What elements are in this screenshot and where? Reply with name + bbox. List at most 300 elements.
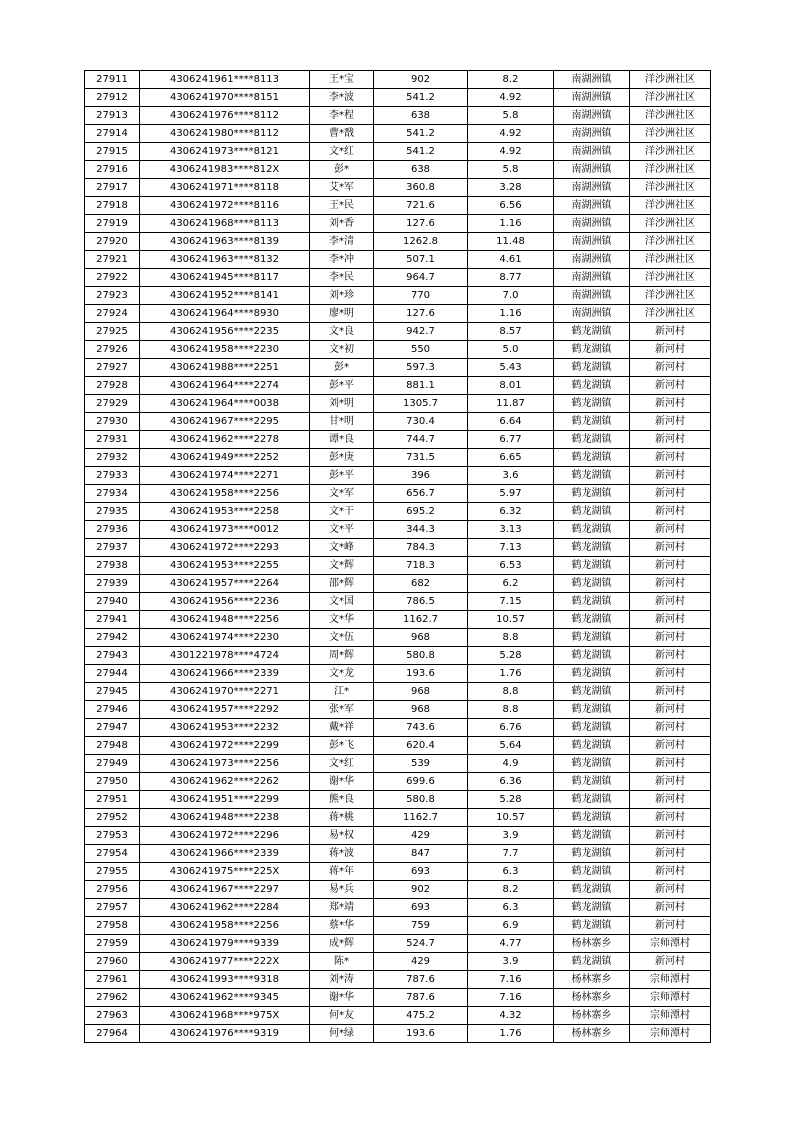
cell-name: 成*辉 [310, 935, 374, 953]
cell-row-no: 27930 [85, 413, 140, 431]
cell-name: 文*伍 [310, 629, 374, 647]
cell-amount: 127.6 [374, 215, 468, 233]
cell-rate: 3.6 [468, 467, 554, 485]
cell-name: 文*初 [310, 341, 374, 359]
table-row [85, 485, 711, 503]
cell-amount: 580.8 [374, 791, 468, 809]
cell-town: 南湖洲镇 [554, 71, 630, 89]
cell-id-number: 4306241952****8141 [140, 287, 310, 305]
cell-town: 鹤龙湖镇 [554, 395, 630, 413]
cell-rate: 4.92 [468, 89, 554, 107]
cell-name: 陈* [310, 953, 374, 971]
cell-village: 新河村 [630, 359, 711, 377]
cell-town: 鹤龙湖镇 [554, 503, 630, 521]
cell-id-number: 4306241968****8113 [140, 215, 310, 233]
table-row [85, 683, 711, 701]
cell-amount: 597.3 [374, 359, 468, 377]
cell-row-no: 27950 [85, 773, 140, 791]
cell-row-no: 27933 [85, 467, 140, 485]
cell-village: 新河村 [630, 791, 711, 809]
cell-id-number: 4306241962****2278 [140, 431, 310, 449]
cell-name: 文*军 [310, 485, 374, 503]
cell-rate: 1.76 [468, 665, 554, 683]
cell-amount: 770 [374, 287, 468, 305]
cell-name: 彭*飞 [310, 737, 374, 755]
table-row [85, 521, 711, 539]
cell-amount: 1262.8 [374, 233, 468, 251]
cell-rate: 7.16 [468, 989, 554, 1007]
cell-village: 新河村 [630, 431, 711, 449]
cell-amount: 507.1 [374, 251, 468, 269]
cell-rate: 4.32 [468, 1007, 554, 1025]
cell-rate: 5.97 [468, 485, 554, 503]
cell-rate: 6.56 [468, 197, 554, 215]
cell-town: 鹤龙湖镇 [554, 881, 630, 899]
table-row [85, 575, 711, 593]
cell-id-number: 4306241993****9318 [140, 971, 310, 989]
table-row [85, 269, 711, 287]
cell-town: 南湖洲镇 [554, 251, 630, 269]
cell-row-no: 27949 [85, 755, 140, 773]
table-row [85, 251, 711, 269]
cell-town: 杨林寨乡 [554, 989, 630, 1007]
cell-row-no: 27926 [85, 341, 140, 359]
cell-town: 鹤龙湖镇 [554, 827, 630, 845]
cell-town: 南湖洲镇 [554, 125, 630, 143]
cell-town: 杨林寨乡 [554, 1007, 630, 1025]
cell-id-number: 4306241973****2256 [140, 755, 310, 773]
table-row [85, 1007, 711, 1025]
cell-rate: 1.76 [468, 1025, 554, 1043]
cell-village: 宗师潭村 [630, 989, 711, 1007]
cell-village: 洋沙洲社区 [630, 233, 711, 251]
cell-town: 鹤龙湖镇 [554, 701, 630, 719]
table-row [85, 1025, 711, 1043]
cell-village: 宗师潭村 [630, 1007, 711, 1025]
cell-village: 新河村 [630, 701, 711, 719]
cell-town: 鹤龙湖镇 [554, 575, 630, 593]
cell-name: 曹*戬 [310, 125, 374, 143]
cell-name: 文*红 [310, 143, 374, 161]
cell-row-no: 27913 [85, 107, 140, 125]
cell-town: 南湖洲镇 [554, 305, 630, 323]
cell-rate: 8.8 [468, 701, 554, 719]
cell-row-no: 27959 [85, 935, 140, 953]
cell-name: 刘*涛 [310, 971, 374, 989]
cell-id-number: 4306241974****2271 [140, 467, 310, 485]
cell-rate: 8.8 [468, 629, 554, 647]
cell-amount: 743.6 [374, 719, 468, 737]
cell-town: 杨林寨乡 [554, 1025, 630, 1043]
cell-id-number: 4306241966****2339 [140, 845, 310, 863]
cell-town: 鹤龙湖镇 [554, 341, 630, 359]
cell-amount: 693 [374, 863, 468, 881]
cell-amount: 1162.7 [374, 611, 468, 629]
table-row [85, 341, 711, 359]
cell-town: 鹤龙湖镇 [554, 899, 630, 917]
cell-rate: 6.53 [468, 557, 554, 575]
cell-row-no: 27948 [85, 737, 140, 755]
cell-rate: 6.2 [468, 575, 554, 593]
cell-rate: 6.9 [468, 917, 554, 935]
cell-rate: 6.65 [468, 449, 554, 467]
cell-name: 文*辉 [310, 557, 374, 575]
cell-village: 新河村 [630, 629, 711, 647]
table-row [85, 845, 711, 863]
table-row [85, 881, 711, 899]
cell-id-number: 4306241972****8116 [140, 197, 310, 215]
cell-amount: 396 [374, 467, 468, 485]
cell-amount: 541.2 [374, 143, 468, 161]
cell-row-no: 27953 [85, 827, 140, 845]
cell-row-no: 27914 [85, 125, 140, 143]
cell-town: 杨林寨乡 [554, 935, 630, 953]
cell-id-number: 4306241957****2292 [140, 701, 310, 719]
cell-rate: 7.7 [468, 845, 554, 863]
cell-town: 南湖洲镇 [554, 107, 630, 125]
cell-amount: 193.6 [374, 1025, 468, 1043]
cell-id-number: 4306241977****222X [140, 953, 310, 971]
cell-name: 江* [310, 683, 374, 701]
table-row [85, 215, 711, 233]
cell-town: 鹤龙湖镇 [554, 683, 630, 701]
cell-amount: 964.7 [374, 269, 468, 287]
cell-row-no: 27936 [85, 521, 140, 539]
cell-village: 新河村 [630, 449, 711, 467]
cell-id-number: 4306241958****2256 [140, 917, 310, 935]
cell-village: 新河村 [630, 809, 711, 827]
table-row [85, 125, 711, 143]
cell-name: 彭* [310, 359, 374, 377]
cell-id-number: 4306241949****2252 [140, 449, 310, 467]
cell-town: 南湖洲镇 [554, 197, 630, 215]
cell-amount: 721.6 [374, 197, 468, 215]
cell-village: 宗师潭村 [630, 935, 711, 953]
cell-rate: 4.92 [468, 125, 554, 143]
cell-name: 周*辉 [310, 647, 374, 665]
cell-name: 王*民 [310, 197, 374, 215]
cell-village: 新河村 [630, 719, 711, 737]
cell-town: 鹤龙湖镇 [554, 593, 630, 611]
cell-amount: 695.2 [374, 503, 468, 521]
cell-row-no: 27955 [85, 863, 140, 881]
cell-id-number: 4306241958****2256 [140, 485, 310, 503]
cell-row-no: 27919 [85, 215, 140, 233]
cell-village: 新河村 [630, 395, 711, 413]
cell-rate: 8.77 [468, 269, 554, 287]
cell-amount: 344.3 [374, 521, 468, 539]
table-body [85, 71, 711, 1043]
cell-rate: 10.57 [468, 611, 554, 629]
cell-row-no: 27922 [85, 269, 140, 287]
cell-name: 张*军 [310, 701, 374, 719]
cell-id-number: 4306241963****8132 [140, 251, 310, 269]
table-row [85, 611, 711, 629]
table-row [85, 755, 711, 773]
cell-town: 南湖洲镇 [554, 269, 630, 287]
cell-amount: 731.5 [374, 449, 468, 467]
cell-rate: 7.0 [468, 287, 554, 305]
cell-id-number: 4306241968****975X [140, 1007, 310, 1025]
cell-rate: 5.28 [468, 647, 554, 665]
cell-town: 鹤龙湖镇 [554, 755, 630, 773]
cell-amount: 524.7 [374, 935, 468, 953]
table-row [85, 917, 711, 935]
table-row [85, 107, 711, 125]
table-row [85, 431, 711, 449]
cell-rate: 3.13 [468, 521, 554, 539]
cell-name: 谢*华 [310, 989, 374, 1007]
cell-village: 新河村 [630, 845, 711, 863]
cell-row-no: 27935 [85, 503, 140, 521]
cell-id-number: 4306241961****8113 [140, 71, 310, 89]
cell-village: 新河村 [630, 899, 711, 917]
cell-name: 刘*珍 [310, 287, 374, 305]
cell-town: 鹤龙湖镇 [554, 647, 630, 665]
cell-village: 新河村 [630, 413, 711, 431]
cell-row-no: 27962 [85, 989, 140, 1007]
cell-id-number: 4306241970****2271 [140, 683, 310, 701]
cell-id-number: 4306241962****9345 [140, 989, 310, 1007]
cell-name: 邵*辉 [310, 575, 374, 593]
table-row [85, 557, 711, 575]
cell-row-no: 27916 [85, 161, 140, 179]
cell-village: 新河村 [630, 611, 711, 629]
cell-name: 廖*明 [310, 305, 374, 323]
cell-row-no: 27958 [85, 917, 140, 935]
table-row [85, 701, 711, 719]
cell-name: 郑*靖 [310, 899, 374, 917]
cell-row-no: 27924 [85, 305, 140, 323]
cell-village: 洋沙洲社区 [630, 287, 711, 305]
cell-amount: 693 [374, 899, 468, 917]
cell-row-no: 27928 [85, 377, 140, 395]
cell-town: 杨林寨乡 [554, 971, 630, 989]
cell-town: 鹤龙湖镇 [554, 521, 630, 539]
cell-amount: 902 [374, 881, 468, 899]
cell-rate: 7.13 [468, 539, 554, 557]
table-row [85, 989, 711, 1007]
cell-row-no: 27941 [85, 611, 140, 629]
cell-town: 南湖洲镇 [554, 233, 630, 251]
cell-village: 新河村 [630, 755, 711, 773]
cell-id-number: 4301221978****4724 [140, 647, 310, 665]
cell-amount: 475.2 [374, 1007, 468, 1025]
cell-village: 洋沙洲社区 [630, 161, 711, 179]
cell-village: 新河村 [630, 323, 711, 341]
cell-rate: 6.3 [468, 899, 554, 917]
cell-amount: 786.5 [374, 593, 468, 611]
cell-village: 新河村 [630, 557, 711, 575]
cell-village: 新河村 [630, 647, 711, 665]
cell-row-no: 27946 [85, 701, 140, 719]
cell-id-number: 4306241953****2232 [140, 719, 310, 737]
cell-village: 洋沙洲社区 [630, 143, 711, 161]
cell-id-number: 4306241958****2230 [140, 341, 310, 359]
cell-village: 新河村 [630, 377, 711, 395]
cell-village: 新河村 [630, 485, 711, 503]
cell-town: 鹤龙湖镇 [554, 467, 630, 485]
cell-name: 何*绿 [310, 1025, 374, 1043]
cell-amount: 541.2 [374, 125, 468, 143]
cell-rate: 8.2 [468, 71, 554, 89]
cell-rate: 6.76 [468, 719, 554, 737]
cell-row-no: 27943 [85, 647, 140, 665]
table-row [85, 647, 711, 665]
cell-rate: 3.9 [468, 827, 554, 845]
table-row [85, 719, 711, 737]
cell-name: 李*程 [310, 107, 374, 125]
cell-id-number: 4306241972****2293 [140, 539, 310, 557]
cell-id-number: 4306241948****2256 [140, 611, 310, 629]
cell-rate: 6.32 [468, 503, 554, 521]
cell-amount: 638 [374, 107, 468, 125]
cell-id-number: 4306241974****2230 [140, 629, 310, 647]
cell-town: 鹤龙湖镇 [554, 539, 630, 557]
cell-town: 鹤龙湖镇 [554, 413, 630, 431]
cell-name: 文*红 [310, 755, 374, 773]
table-row [85, 233, 711, 251]
cell-id-number: 4306241957****2264 [140, 575, 310, 593]
cell-id-number: 4306241973****0012 [140, 521, 310, 539]
cell-amount: 656.7 [374, 485, 468, 503]
table-row [85, 143, 711, 161]
cell-town: 南湖洲镇 [554, 89, 630, 107]
cell-rate: 6.77 [468, 431, 554, 449]
cell-village: 洋沙洲社区 [630, 179, 711, 197]
cell-village: 新河村 [630, 521, 711, 539]
cell-amount: 902 [374, 71, 468, 89]
cell-town: 鹤龙湖镇 [554, 719, 630, 737]
cell-town: 鹤龙湖镇 [554, 323, 630, 341]
table-row [85, 449, 711, 467]
cell-id-number: 4306241983****812X [140, 161, 310, 179]
cell-row-no: 27940 [85, 593, 140, 611]
table-row [85, 305, 711, 323]
cell-id-number: 4306241973****8121 [140, 143, 310, 161]
cell-name: 戴*祥 [310, 719, 374, 737]
table-row [85, 953, 711, 971]
cell-name: 蒋*年 [310, 863, 374, 881]
cell-name: 文*峰 [310, 539, 374, 557]
cell-village: 洋沙洲社区 [630, 305, 711, 323]
table-row [85, 971, 711, 989]
table-row [85, 503, 711, 521]
cell-id-number: 4306241964****0038 [140, 395, 310, 413]
cell-id-number: 4306241971****8118 [140, 179, 310, 197]
cell-name: 彭* [310, 161, 374, 179]
cell-town: 鹤龙湖镇 [554, 611, 630, 629]
cell-village: 新河村 [630, 953, 711, 971]
cell-name: 李*波 [310, 89, 374, 107]
cell-row-no: 27920 [85, 233, 140, 251]
cell-row-no: 27925 [85, 323, 140, 341]
table-row [85, 791, 711, 809]
cell-name: 王*宝 [310, 71, 374, 89]
table-row [85, 539, 711, 557]
cell-id-number: 4306241976****9319 [140, 1025, 310, 1043]
cell-town: 鹤龙湖镇 [554, 773, 630, 791]
cell-id-number: 4306241948****2238 [140, 809, 310, 827]
cell-amount: 580.8 [374, 647, 468, 665]
cell-town: 鹤龙湖镇 [554, 557, 630, 575]
cell-name: 艾*军 [310, 179, 374, 197]
cell-row-no: 27961 [85, 971, 140, 989]
cell-village: 新河村 [630, 575, 711, 593]
cell-row-no: 27942 [85, 629, 140, 647]
cell-name: 文*华 [310, 611, 374, 629]
cell-row-no: 27923 [85, 287, 140, 305]
cell-town: 鹤龙湖镇 [554, 953, 630, 971]
cell-amount: 968 [374, 701, 468, 719]
table-row [85, 197, 711, 215]
cell-row-no: 27963 [85, 1007, 140, 1025]
cell-amount: 847 [374, 845, 468, 863]
cell-row-no: 27945 [85, 683, 140, 701]
cell-amount: 784.3 [374, 539, 468, 557]
cell-village: 新河村 [630, 917, 711, 935]
cell-name: 易*兵 [310, 881, 374, 899]
cell-row-no: 27937 [85, 539, 140, 557]
cell-village: 洋沙洲社区 [630, 269, 711, 287]
cell-village: 新河村 [630, 593, 711, 611]
cell-rate: 7.15 [468, 593, 554, 611]
cell-id-number: 4306241967****2297 [140, 881, 310, 899]
table-row [85, 161, 711, 179]
cell-amount: 539 [374, 755, 468, 773]
cell-row-no: 27932 [85, 449, 140, 467]
cell-rate: 6.64 [468, 413, 554, 431]
table-row [85, 827, 711, 845]
table-row [85, 179, 711, 197]
table-row [85, 593, 711, 611]
cell-town: 鹤龙湖镇 [554, 863, 630, 881]
cell-town: 南湖洲镇 [554, 287, 630, 305]
cell-village: 洋沙洲社区 [630, 125, 711, 143]
cell-row-no: 27912 [85, 89, 140, 107]
table-row [85, 359, 711, 377]
cell-amount: 787.6 [374, 989, 468, 1007]
cell-row-no: 27918 [85, 197, 140, 215]
cell-id-number: 4306241953****2255 [140, 557, 310, 575]
cell-village: 新河村 [630, 863, 711, 881]
cell-amount: 744.7 [374, 431, 468, 449]
cell-town: 鹤龙湖镇 [554, 809, 630, 827]
cell-row-no: 27947 [85, 719, 140, 737]
table-row [85, 809, 711, 827]
table-row [85, 71, 711, 89]
cell-rate: 4.92 [468, 143, 554, 161]
cell-rate: 8.2 [468, 881, 554, 899]
cell-village: 新河村 [630, 737, 711, 755]
table-row [85, 665, 711, 683]
cell-name: 李*冲 [310, 251, 374, 269]
cell-name: 文*平 [310, 521, 374, 539]
cell-row-no: 27911 [85, 71, 140, 89]
cell-id-number: 4306241962****2262 [140, 773, 310, 791]
cell-row-no: 27944 [85, 665, 140, 683]
cell-name: 文*国 [310, 593, 374, 611]
cell-name: 文*干 [310, 503, 374, 521]
cell-id-number: 4306241970****8151 [140, 89, 310, 107]
cell-town: 鹤龙湖镇 [554, 791, 630, 809]
cell-village: 新河村 [630, 503, 711, 521]
cell-id-number: 4306241953****2258 [140, 503, 310, 521]
cell-rate: 11.48 [468, 233, 554, 251]
table-row [85, 773, 711, 791]
cell-amount: 730.4 [374, 413, 468, 431]
cell-row-no: 27929 [85, 395, 140, 413]
